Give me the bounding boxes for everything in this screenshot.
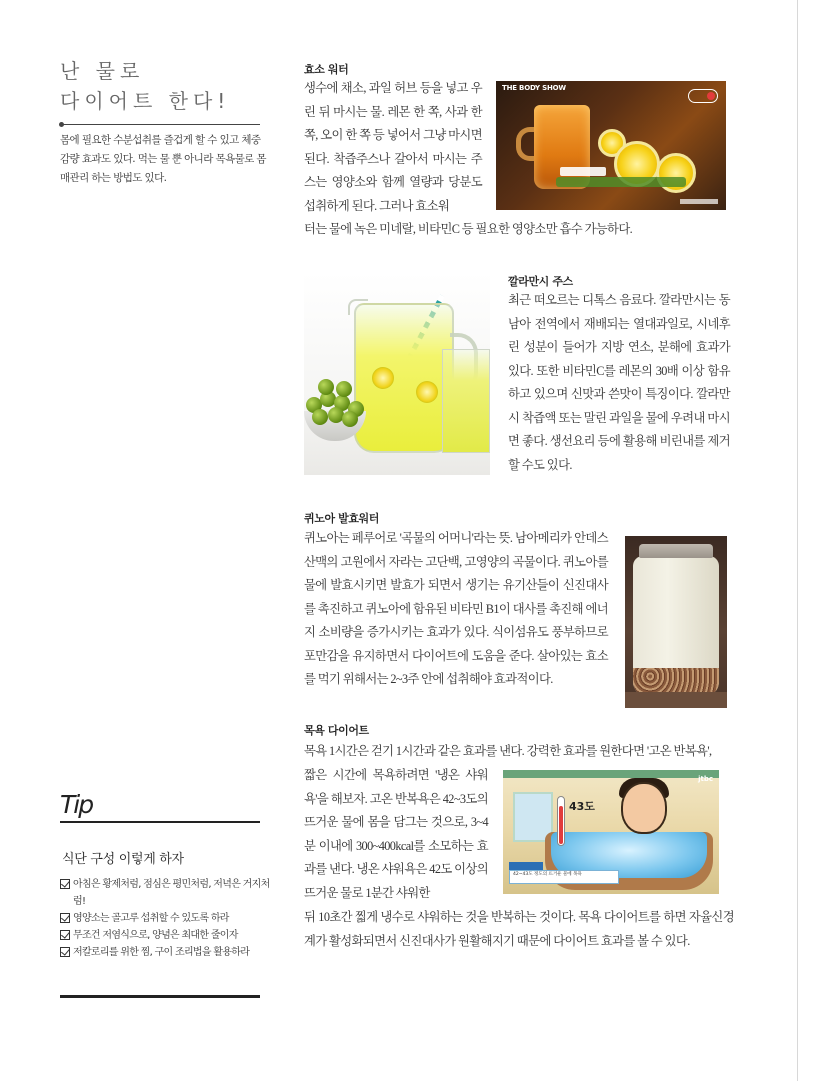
calamansi-juice-photo: [304, 273, 490, 475]
bodyshow-logo: [502, 85, 566, 92]
title-line-1: 난 물로: [60, 59, 145, 83]
tip-item: [60, 910, 270, 927]
network-logo: jtbc: [698, 775, 713, 783]
title-divider: [60, 124, 260, 125]
caption-tag: [509, 862, 543, 870]
person-face: [621, 782, 667, 834]
page-title: [60, 56, 280, 116]
tip-divider: [60, 821, 260, 823]
section-title-enzyme-water: 효소 워터: [304, 63, 349, 76]
checkbox-checked-icon: [60, 930, 70, 940]
checkbox-checked-icon: [60, 913, 70, 923]
tip-item: [60, 944, 270, 961]
onstyle-logo: [688, 89, 718, 103]
calamansi-fruit: [342, 411, 358, 427]
bodyshow-logo-text: THE BODY SHOW: [502, 84, 566, 92]
lemon-slice: [656, 153, 696, 193]
tip-list: [60, 876, 270, 961]
section-body-enzyme-water: 생수에 채소, 과일 허브 등을 넣고 우린 뒤 마시는 물. 레몬 한 쪽, 사과 한 쪽, 오이 한 쪽 등 넣어서 그냥 마시면 된다. 착즙주스나 갈아서 마시는 주스는 영양소와 함께 열량과 당분도 섭취하게 된다. 그러나 효소워: [304, 81, 482, 213]
section-body-quinoa: 퀴노아는 페루어로 '곡물의 어머니'라는 뜻. 남아메리카 안데스산맥의 고원에서 자라는 고단백, 고영양의 곡물이다. 퀴노아를 물에 발효시키면 발효가 되면서 생기는 유기산들이 신진대사를 촉진하고 퀴노아에 함유된 비타민 B1이 대사를 촉진해 에너지 소비량을 증가시키는 효과가 있다. 식이섬유도 풍부하므로 포만감을 유지하면서 다이어트에 도움을 준다. 살아있는 효소를 먹기 위해서는 2~3주 안에 섭취해야 효과적이다.: [304, 531, 608, 686]
tip-item: [60, 876, 270, 910]
glass: [442, 349, 490, 453]
calamansi-fruit: [318, 379, 334, 395]
tip-item-text: 아침은 황제처럼, 점심은 평민처럼, 저녁은 거지처럼!: [73, 879, 270, 907]
tip-label: Tip: [60, 790, 93, 819]
video-banner: [556, 177, 686, 187]
calamansi-slice: [372, 367, 394, 389]
tip-heading: 식단 구성 이렇게 하자: [62, 852, 184, 867]
section-title-quinoa: 퀴노아 발효워터: [304, 512, 380, 525]
temperature-label: 43도: [569, 800, 595, 813]
pitcher-spout: [348, 299, 368, 315]
tip-bottom-divider: [60, 995, 260, 998]
section-body-enzyme-water-cont: 터는 물에 녹은 미네랄, 비타민C 등 필요한 영양소만 흡수 가능하다.: [304, 222, 633, 236]
tip-item-text: 영양소는 골고루 섭취할 수 있도록 하라: [73, 913, 229, 924]
enzyme-water-photo: [496, 81, 726, 210]
section-body-calamansi: 최근 떠오르는 디톡스 음료다. 깔라만시는 동남아 전역에서 재배되는 열대과일로, 시네후린 성분이 들어가 지방 연소, 분해에 효과가 있다. 또한 비타민C를 레몬의 30배 이상 함유하고 있으며 신맛과 쓴맛이 특징이다. 깔라만시 착즙액 또는 말린 과일을 물에 우려내 마시면 좋다. 생선요리 등에 활용해 비린내를 제거할 수도 있다.: [508, 293, 730, 472]
checkbox-checked-icon: [60, 947, 70, 957]
section-body-bath-cont: 뒤 10초간 찗게 냉수로 샤워하는 것을 반복하는 것이다. 목욕 다이어트를 하면 자율신경계가 활성화되면서 신진대사가 원활해지기 때문에 다이어트 효과를 볼 수 있다.: [304, 910, 734, 948]
tip-item-text: 무조건 저염식으로, 양념은 최대한 줄이자: [73, 930, 238, 941]
bodyshow-bottom-logo: [680, 199, 718, 204]
quinoa-jar-photo: [625, 536, 727, 708]
checkbox-checked-icon: [60, 879, 70, 889]
calamansi-slice: [416, 381, 438, 403]
bath-cartoon-image: [503, 770, 719, 894]
mc-caption-box: [560, 167, 606, 176]
section-body-bath-top: 목욕 1시간은 걷기 1시간과 같은 효과를 낸다. 강력한 효과를 원한다면 '고온 반복욕',: [304, 744, 712, 758]
intro-description: 몸에 필요한 수분섭취를 즐겁게 할 수 있고 체중 감량 효과도 있다. 먹는 물 뿐 아니라 목욕물로 몸매관리 하는 방법도 있다.: [60, 134, 266, 184]
jar-lid: [639, 544, 713, 558]
tip-item: [60, 927, 270, 944]
calamansi-fruit: [312, 409, 328, 425]
tip-item-text: 저칼로리를 위한 찜, 구이 조리법을 활용하라: [73, 947, 250, 958]
section-body-bath: 짧은 시간에 목욕하려면 '냉온 샤워욕'을 해보자. 고온 반복욕은 42~3도의 뜨거운 물에 몸을 담그는 것으로, 3~4분 이내에 300~400kcal를 소모하는 효과를 낸다. 냉온 샤워욕은 42도 이상의 뜨거운 물로 1분간 샤워한: [304, 768, 488, 900]
section-title-calamansi: 깔라만시 주스: [508, 275, 573, 288]
calamansi-fruit: [336, 381, 352, 397]
table-surface: [625, 692, 727, 708]
thermometer-icon: [557, 796, 565, 846]
page-edge-rule: [797, 0, 798, 1081]
caption-box: 42~43도 정도의 뜨거운 물에 목욕: [509, 870, 619, 884]
title-line-2: 다이어트 한다!: [60, 89, 231, 113]
section-title-bath: 목욕 다이어트: [304, 724, 369, 737]
wall-trim: [503, 770, 719, 778]
pitcher: [354, 303, 454, 453]
